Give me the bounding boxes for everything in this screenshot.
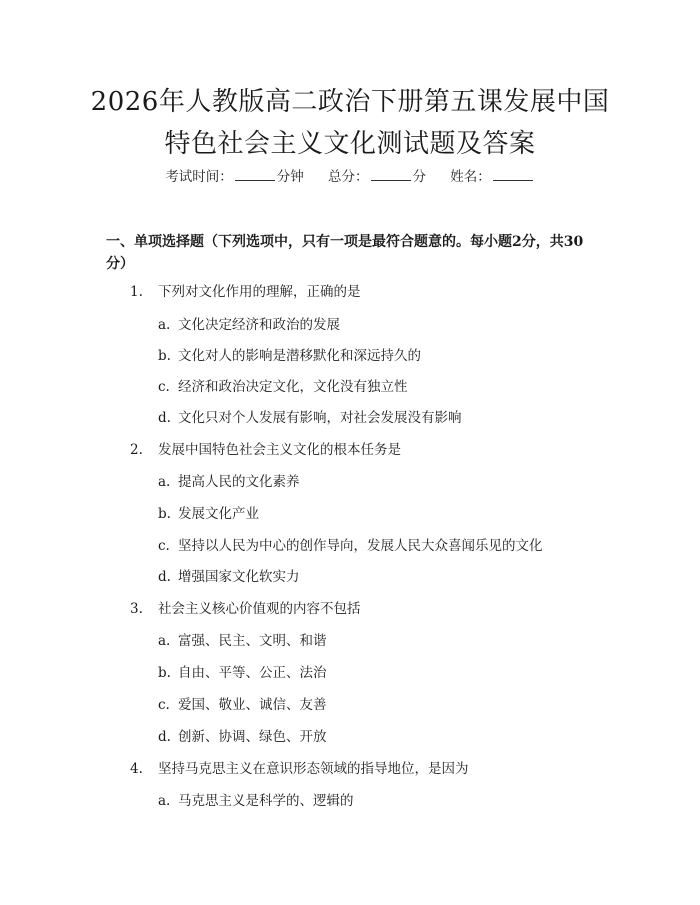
option-text: 文化只对个人发展有影响，对社会发展没有影响 xyxy=(178,410,462,426)
question-1 xyxy=(130,282,361,302)
exam-time-field xyxy=(165,166,304,187)
student-name-field xyxy=(450,166,535,187)
question-text: 社会主义核心价值观的内容不包括 xyxy=(158,601,361,617)
exam-time-label: 考试时间： xyxy=(165,169,233,185)
option-2c xyxy=(158,536,543,556)
question-number: 1. xyxy=(130,284,143,300)
total-score-unit: 分 xyxy=(412,169,426,185)
question-number: 2. xyxy=(130,442,143,458)
option-1d xyxy=(158,408,462,428)
question-4 xyxy=(130,759,469,779)
option-letter: a. xyxy=(158,474,171,490)
option-3b xyxy=(158,663,327,683)
question-text: 发展中国特色社会主义文化的根本任务是 xyxy=(158,442,401,458)
option-text: 马克思主义是科学的、逻辑的 xyxy=(178,793,354,809)
exam-time-unit: 分钟 xyxy=(276,169,304,185)
question-text: 坚持马克思主义在意识形态领域的指导地位，是因为 xyxy=(158,761,469,777)
question-2 xyxy=(130,440,401,460)
option-text: 富强、民主、文明、和谐 xyxy=(178,633,327,649)
option-letter: b. xyxy=(158,665,171,681)
option-text: 坚持以人民为中心的创作导向，发展人民大众喜闻乐见的文化 xyxy=(178,538,543,554)
total-score-label: 总分： xyxy=(328,169,369,185)
option-letter: d. xyxy=(158,569,171,585)
exam-time-blank xyxy=(235,166,275,181)
option-letter: c. xyxy=(158,538,170,554)
total-score-blank xyxy=(371,166,411,181)
option-letter: a. xyxy=(158,633,171,649)
option-text: 创新、协调、绿色、开放 xyxy=(178,729,327,745)
option-3d xyxy=(158,727,327,747)
exam-meta-line xyxy=(0,166,700,187)
option-2d xyxy=(158,567,300,587)
option-text: 发展文化产业 xyxy=(178,506,259,522)
option-letter: b. xyxy=(158,506,171,522)
option-letter: c. xyxy=(158,697,170,713)
question-3 xyxy=(130,599,361,619)
total-score-field xyxy=(328,166,426,187)
option-3a xyxy=(158,631,327,651)
option-1b xyxy=(158,346,421,366)
option-letter: d. xyxy=(158,729,171,745)
question-text: 下列对文化作用的理解，正确的是 xyxy=(158,284,361,300)
option-letter: c. xyxy=(158,379,170,395)
section-heading: 一、单项选择题（下列选项中，只有一项是最符合题意的。每小题2分，共30分） xyxy=(106,234,584,272)
option-3c xyxy=(158,695,327,715)
document-title-line-1: 2026年人教版高二政治下册第五课发展中国 xyxy=(90,87,610,117)
option-text: 自由、平等、公正、法治 xyxy=(178,665,327,681)
option-2a xyxy=(158,472,300,492)
student-name-blank xyxy=(493,166,533,181)
option-text: 文化决定经济和政治的发展 xyxy=(178,317,340,333)
option-text: 经济和政治决定文化，文化没有独立性 xyxy=(178,379,408,395)
option-text: 增强国家文化软实力 xyxy=(178,569,300,585)
option-letter: d. xyxy=(158,410,171,426)
option-letter: a. xyxy=(158,317,171,333)
option-1a xyxy=(158,315,340,335)
option-text: 文化对人的影响是潜移默化和深远持久的 xyxy=(178,348,421,364)
option-4a xyxy=(158,791,354,811)
document-title-line-2: 特色社会主义文化测试题及答案 xyxy=(164,129,536,159)
student-name-label: 姓名： xyxy=(450,169,491,185)
option-letter: a. xyxy=(158,793,171,809)
option-1c xyxy=(158,377,408,397)
question-number: 3. xyxy=(130,601,143,617)
option-letter: b. xyxy=(158,348,171,364)
option-text: 爱国、敬业、诚信、友善 xyxy=(178,697,327,713)
option-2b xyxy=(158,504,259,524)
question-number: 4. xyxy=(130,761,143,777)
option-text: 提高人民的文化素养 xyxy=(178,474,300,490)
